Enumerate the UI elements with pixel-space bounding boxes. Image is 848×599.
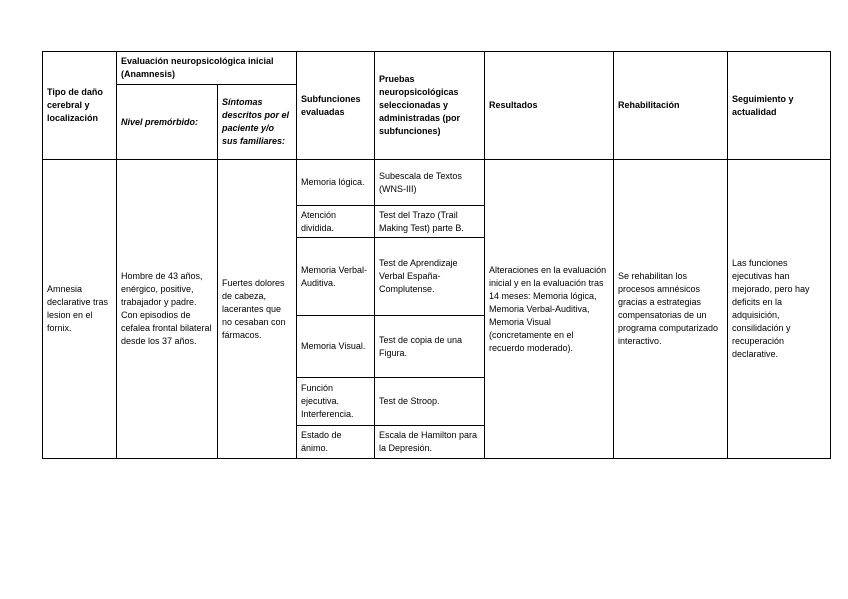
cell-prueba: Escala de Hamilton para la Depresión. bbox=[375, 426, 485, 459]
header-nivel: Nivel premórbido: bbox=[117, 85, 218, 160]
header-sintomas: Síntomas descritos por el paciente y/o sus familiares: bbox=[218, 85, 297, 160]
cell-prueba: Test de Stroop. bbox=[375, 378, 485, 426]
cell-resultados: Alteraciones en la evaluación inicial y en la evaluación tras 14 meses: Memoria lógica, Memoria Verbal-Auditiva, Memoria Visual (concretamente en el recuerdo moderado). bbox=[485, 160, 614, 459]
cell-seguimiento: Las funciones ejecutivas han mejorado, pero hay deficits en la adquisición, consilidación y recuperación declarative. bbox=[728, 160, 831, 459]
cell-rehabilitacion: Se rehabilitan los procesos amnésicos gracias a estrategias compensatorias de un programa computarizado interactivo. bbox=[614, 160, 728, 459]
cell-sintomas: Fuertes dolores de cabeza, lacerantes que no cesaban con fármacos. bbox=[218, 160, 297, 459]
header-evaluacion: Evaluación neuropsicológica inicial (Anamnesis) bbox=[117, 52, 297, 85]
cell-subfuncion: Atención dividida. bbox=[297, 206, 375, 238]
header-resultados: Resultados bbox=[485, 52, 614, 160]
header-rehabilitacion: Rehabilitación bbox=[614, 52, 728, 160]
cell-subfuncion: Memoria Visual. bbox=[297, 316, 375, 378]
cell-subfuncion: Función ejecutiva. Interferencia. bbox=[297, 378, 375, 426]
header-subfunciones: Subfunciones evaluadas bbox=[297, 52, 375, 160]
clinical-table bbox=[42, 51, 831, 459]
cell-prueba: Subescala de Textos (WNS-III) bbox=[375, 160, 485, 206]
header-tipo: Tipo de daño cerebral y localización bbox=[43, 52, 117, 160]
cell-subfuncion: Memoria Verbal-Auditiva. bbox=[297, 238, 375, 316]
cell-prueba: Test del Trazo (Trail Making Test) parte B. bbox=[375, 206, 485, 238]
header-pruebas: Pruebas neuropsicológicas seleccionadas y administradas (por subfunciones) bbox=[375, 52, 485, 160]
header-seguimiento: Seguimiento y actualidad bbox=[728, 52, 831, 160]
cell-prueba: Test de Aprendizaje Verbal España-Complutense. bbox=[375, 238, 485, 316]
cell-subfuncion: Estado de ánimo. bbox=[297, 426, 375, 459]
cell-prueba: Test de copia de una Figura. bbox=[375, 316, 485, 378]
cell-subfuncion: Memoria lógica. bbox=[297, 160, 375, 206]
cell-tipo: Amnesia declarative tras lesion en el fornix. bbox=[43, 160, 117, 459]
cell-nivel: Hombre de 43 años, enérgico, positive, trabajador y padre. Con episodios de cefalea frontal bilateral desde los 37 años. bbox=[117, 160, 218, 459]
